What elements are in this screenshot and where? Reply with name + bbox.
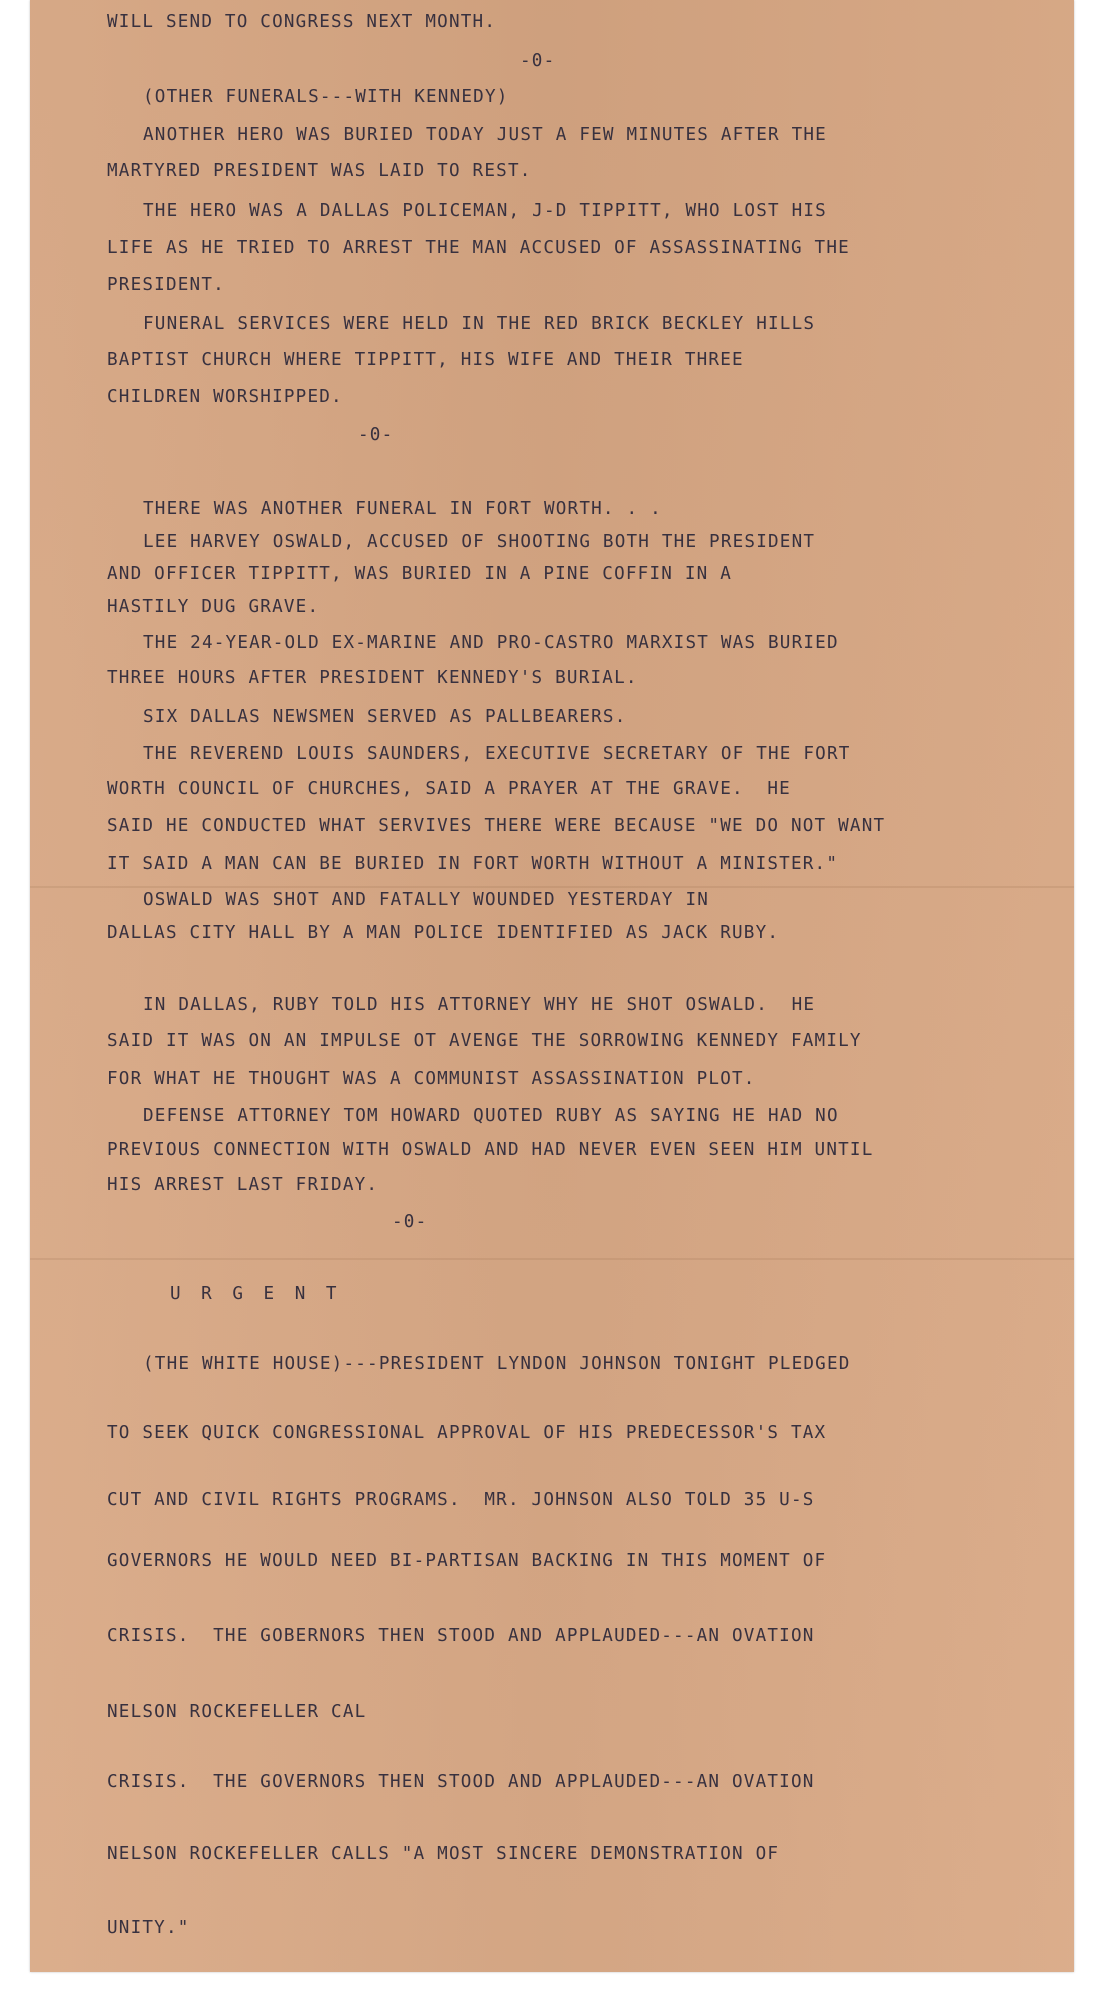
text-line: FOR WHAT HE THOUGHT WAS A COMMUNIST ASSASSINATION PLOT. — [107, 1069, 756, 1089]
text-line: CHILDREN WORSHIPPED. — [107, 387, 343, 407]
text-line: CRISIS. THE GOVERNORS THEN STOOD AND APPLAUDED---AN OVATION — [107, 1772, 815, 1792]
text-line: THE REVEREND LOUIS SAUNDERS, EXECUTIVE SECRETARY OF THE FORT — [143, 744, 851, 764]
text-line: HIS ARREST LAST FRIDAY. — [107, 1175, 379, 1195]
separator: -0- — [392, 1212, 428, 1232]
text-line: TO SEEK QUICK CONGRESSIONAL APPROVAL OF HIS PREDECESSOR'S TAX — [107, 1423, 827, 1443]
text-line: CRISIS. THE GOBERNORS THEN STOOD AND APPLAUDED---AN OVATION — [107, 1626, 815, 1646]
text-line: PRESIDENT. — [107, 275, 225, 295]
text-line: LEE HARVEY OSWALD, ACCUSED OF SHOOTING BOTH THE PRESIDENT — [143, 532, 816, 552]
text-line: THE 24-YEAR-OLD EX-MARINE AND PRO-CASTRO MARXIST WAS BURIED — [143, 633, 839, 653]
text-line: SIX DALLAS NEWSMEN SERVED AS PALLBEARERS. — [143, 707, 627, 727]
paper-fold — [30, 886, 1074, 888]
text-line: AND OFFICER TIPPITT, WAS BURIED IN A PINE COFFIN IN A — [107, 564, 732, 584]
text-line: THREE HOURS AFTER PRESIDENT KENNEDY'S BURIAL. — [107, 668, 638, 688]
text-line: DEFENSE ATTORNEY TOM HOWARD QUOTED RUBY AS SAYING HE HAD NO — [143, 1106, 839, 1126]
text-line: NELSON ROCKEFELLER CALLS "A MOST SINCERE DEMONSTRATION OF — [107, 1844, 780, 1864]
text-line: IT SAID A MAN CAN BE BURIED IN FORT WORTH WITHOUT A MINISTER." — [107, 854, 839, 874]
story-slug: (OTHER FUNERALS---WITH KENNEDY) — [143, 87, 509, 107]
text-line: BAPTIST CHURCH WHERE TIPPITT, HIS WIFE AND THEIR THREE — [107, 350, 744, 370]
text-line: (THE WHITE HOUSE)---PRESIDENT LYNDON JOHNSON TONIGHT PLEDGED — [143, 1354, 851, 1374]
text-line: UNITY." — [107, 1918, 190, 1938]
separator: -0- — [358, 425, 394, 445]
text-line: SAID HE CONDUCTED WHAT SERVIVES THERE WERE BECAUSE "WE DO NOT WANT — [107, 816, 886, 836]
text-line: DALLAS CITY HALL BY A MAN POLICE IDENTIFIED AS JACK RUBY. — [107, 923, 780, 943]
text-line: HASTILY DUG GRAVE. — [107, 597, 320, 617]
text-line: WORTH COUNCIL OF CHURCHES, SAID A PRAYER AT THE GRAVE. HE — [107, 779, 791, 799]
text-line: THE HERO WAS A DALLAS POLICEMAN, J-D TIPPITT, WHO LOST HIS — [143, 201, 827, 221]
teletype-page — [30, 0, 1074, 1972]
separator: -0- — [520, 51, 556, 71]
paper-fold — [30, 1258, 1074, 1260]
text-line: PREVIOUS CONNECTION WITH OSWALD AND HAD NEVER EVEN SEEN HIM UNTIL — [107, 1140, 874, 1160]
text-line: WILL SEND TO CONGRESS NEXT MONTH. — [107, 12, 497, 32]
text-line: IN DALLAS, RUBY TOLD HIS ATTORNEY WHY HE SHOT OSWALD. HE — [143, 995, 816, 1015]
text-line: GOVERNORS HE WOULD NEED BI-PARTISAN BACKING IN THIS MOMENT OF — [107, 1551, 827, 1571]
urgent-heading: U R G E N T — [170, 1284, 342, 1304]
text-line: FUNERAL SERVICES WERE HELD IN THE RED BRICK BECKLEY HILLS — [143, 314, 816, 334]
text-line: SAID IT WAS ON AN IMPULSE OT AVENGE THE SORROWING KENNEDY FAMILY — [107, 1031, 862, 1051]
text-line: NELSON ROCKEFELLER CAL — [107, 1702, 367, 1722]
text-line: MARTYRED PRESIDENT WAS LAID TO REST. — [107, 161, 532, 181]
text-line: CUT AND CIVIL RIGHTS PROGRAMS. MR. JOHNSON ALSO TOLD 35 U-S — [107, 1490, 815, 1510]
text-line: LIFE AS HE TRIED TO ARREST THE MAN ACCUSED OF ASSASSINATING THE — [107, 238, 850, 258]
text-line: ANOTHER HERO WAS BURIED TODAY JUST A FEW MINUTES AFTER THE — [143, 125, 827, 145]
text-line: THERE WAS ANOTHER FUNERAL IN FORT WORTH. . . — [143, 499, 662, 519]
text-line: OSWALD WAS SHOT AND FATALLY WOUNDED YESTERDAY IN — [143, 890, 710, 910]
